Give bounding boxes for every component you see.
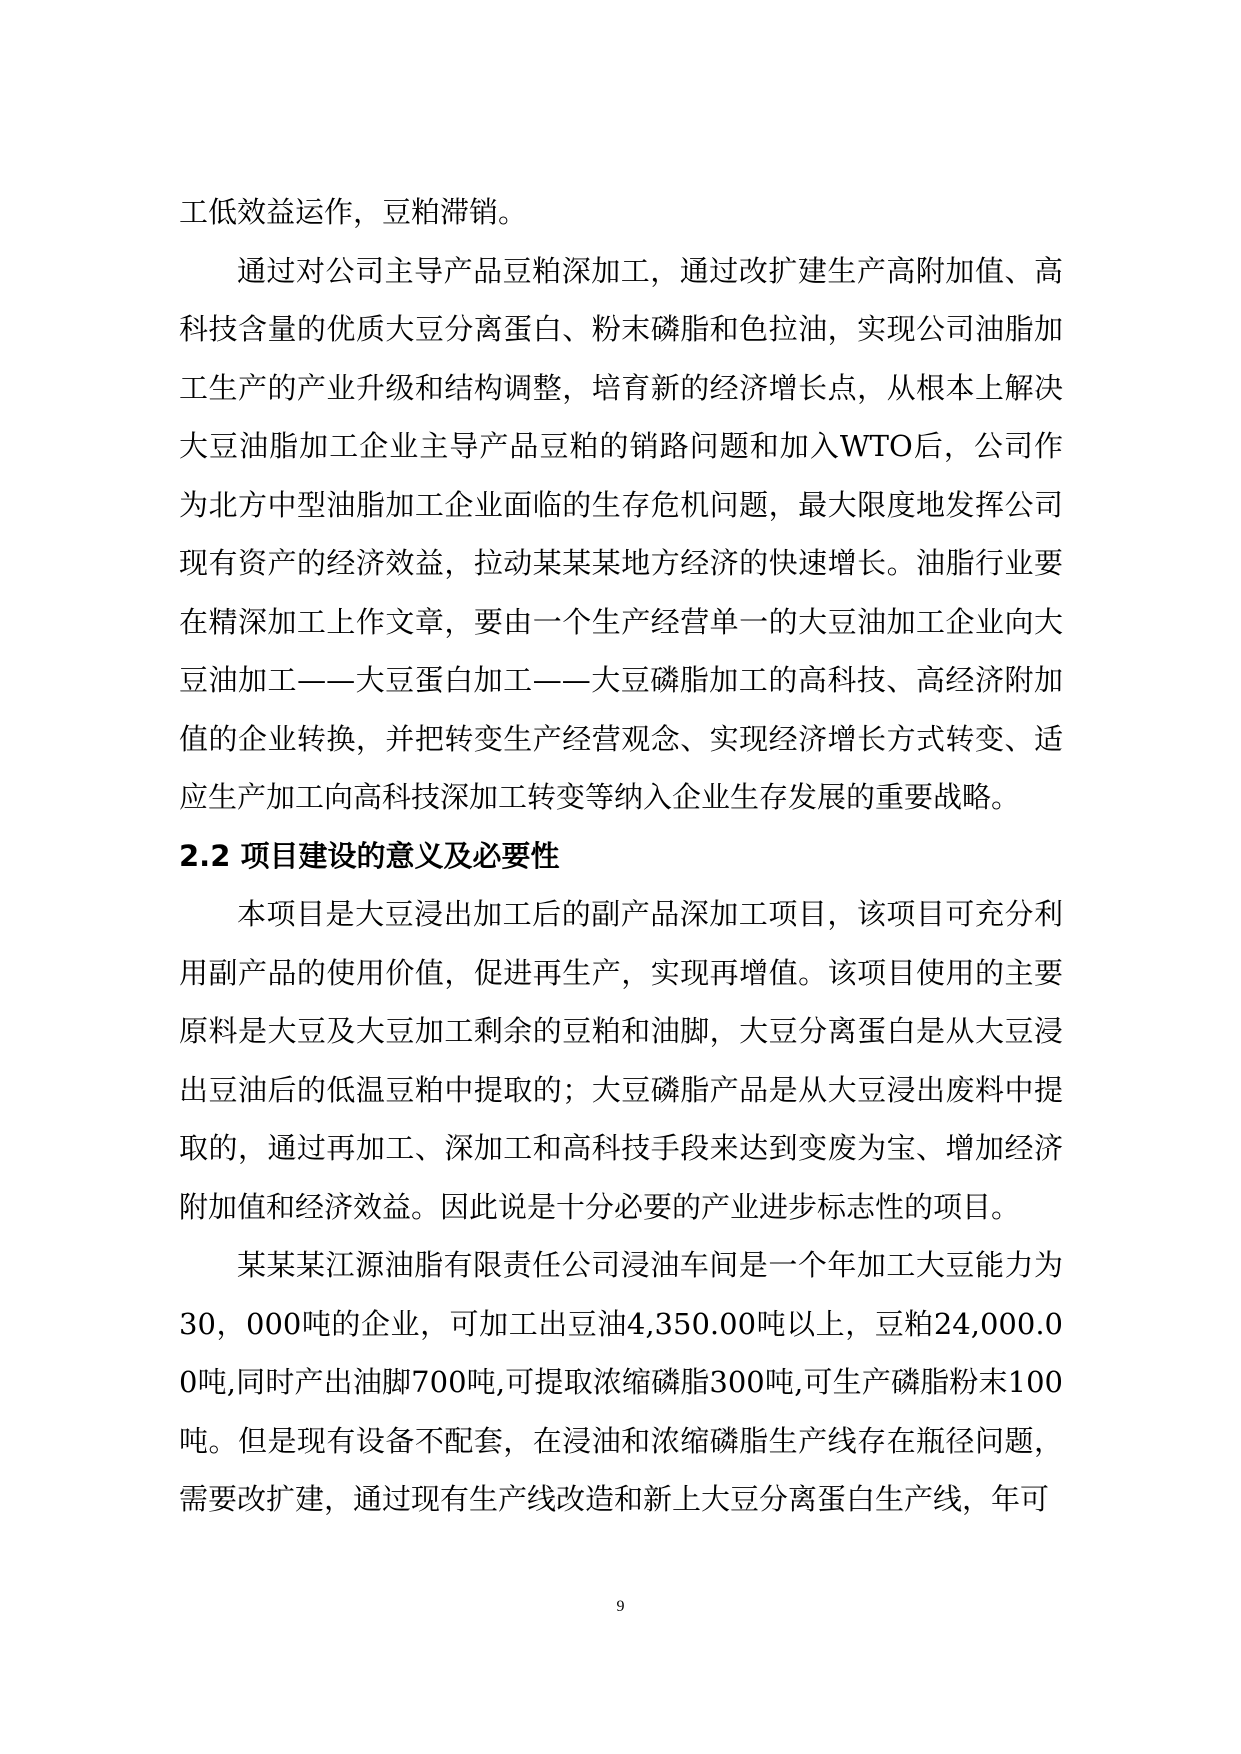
section-heading: 2.2 项目建设的意义及必要性 bbox=[179, 838, 560, 873]
page-content bbox=[179, 183, 1063, 1529]
body-paragraph: 通过对公司主导产品豆粕深加工，通过改扩建生产高附加值、高科技含量的优质大豆分离蛋白、粉末磷脂和色拉油，实现公司油脂加工生产的产业升级和结构调整，培育新的经济增长点，从根本上解决大豆油脂加工企业主导产品豆粕的销路问题和加入WTO后，公司作为北方中型油脂加工企业面临的生存危机问题，最大限度地发挥公司现有资产的经济效益，拉动某某某地方经济的快速增长。油脂行业要在精深加工上作文章，要由一个生产经营单一的大豆油加工企业向大豆油加工——大豆蛋白加工——大豆磷脂加工的高科技、高经济附加值的企业转换，并把转变生产经营观念、实现经济增长方式转变、适应生产加工向高科技深加工转变等纳入企业生存发展的重要战略。 bbox=[179, 253, 1063, 814]
page-number: 9 bbox=[616, 1598, 625, 1615]
body-paragraph: 某某某江源油脂有限责任公司浸油车间是一个年加工大豆能力为30，000吨的企业，可加工出豆油4,350.00吨以上，豆粕24,000.00吨,同时产出油脚700吨,可提取浓缩磷脂300吨,可生产磷脂粉末100吨。但是现有设备不配套，在浸油和浓缩磷脂生产线存在瓶径问题，需要改扩建，通过现有生产线改造和新上大豆分离蛋白生产线，年可 bbox=[179, 1248, 1063, 1516]
body-paragraph: 本项目是大豆浸出加工后的副产品深加工项目，该项目可充分利用副产品的使用价值，促进再生产，实现再增值。该项目使用的主要原料是大豆及大豆加工剩余的豆粕和油脚，大豆分离蛋白是从大豆浸出豆油后的低温豆粕中提取的；大豆磷脂产品是从大豆浸出废料中提取的，通过再加工、深加工和高科技手段来达到变废为宝、增加经济附加值和经济效益。因此说是十分必要的产业进步标志性的项目。 bbox=[179, 897, 1063, 1224]
body-paragraph: 工低效益运作，豆粕滞销。 bbox=[179, 195, 528, 229]
